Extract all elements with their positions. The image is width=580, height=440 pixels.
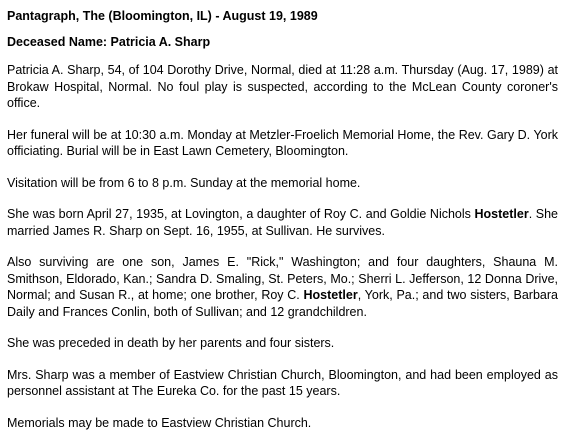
obituary-document [7,9,558,431]
deceased-name-line: Deceased Name: Patricia A. Sharp [7,35,211,49]
obituary-paragraph [7,175,558,192]
obituary-paragraph [7,254,558,320]
paragraph-text: Patricia A. Sharp, 54, of 104 Dorothy Drive, Normal, died at 11:28 a.m. Thursday (Aug. 17, 1989) at Brokaw Hospital, Normal. No foul play is suspected, according to the McLean County coroner's office. [7,63,558,110]
paragraph-text: She was preceded in death by her parents and four sisters. [7,336,335,350]
obituary-body [7,62,558,431]
bold-surname: Hostetler [474,207,529,221]
obituary-paragraph [7,127,558,160]
paragraph-text: . She married James R. Sharp on Sept. 16, 1955, at Sullivan. He survives. [7,207,558,238]
paragraph-text: Memorials may be made to Eastview Christian Church. [7,415,312,430]
bold-surname: Hostetler [303,288,358,302]
source-line: Pantagraph, The (Bloomington, IL) - August 19, 1989 [7,9,318,23]
paragraph-text: Also surviving are one son, James E. "Rick," Washington; and four daughters, Shauna M. Smithson, Eldorado, Kan.; Sandra D. Smaling, St. Peters, Mo.; Sherri L. Jefferson, 12 Donna Drive, Normal; and Susan R., at home; one brother, Roy C. [7,255,558,302]
obituary-paragraph [7,206,558,239]
obituary-paragraph [7,335,558,352]
obituary-paragraph [7,367,558,400]
paragraph-text: Visitation will be from 6 to 8 p.m. Sunday at the memorial home. [7,175,361,190]
paragraph-text: , York, Pa.; and two sisters, Barbara Daily and Frances Conlin, both of Sullivan; and 12 grandchildren. [7,288,558,319]
paragraph-text: She was born April 27, 1935, at Lovington, a daughter of Roy C. and Goldie Nichols [7,207,475,221]
obituary-paragraph [7,415,558,432]
paragraph-text: Mrs. Sharp was a member of Eastview Christian Church, Bloomington, and had been employed as personnel assistant at The Eureka Co. for the past 15 years. [7,367,558,398]
obituary-paragraph [7,62,558,112]
paragraph-text: Her funeral will be at 10:30 a.m. Monday at Metzler-Froelich Memorial Home, the Rev. Gary D. York officiating. Burial will be in East Lawn Cemetery, Bloomington. [7,127,558,158]
